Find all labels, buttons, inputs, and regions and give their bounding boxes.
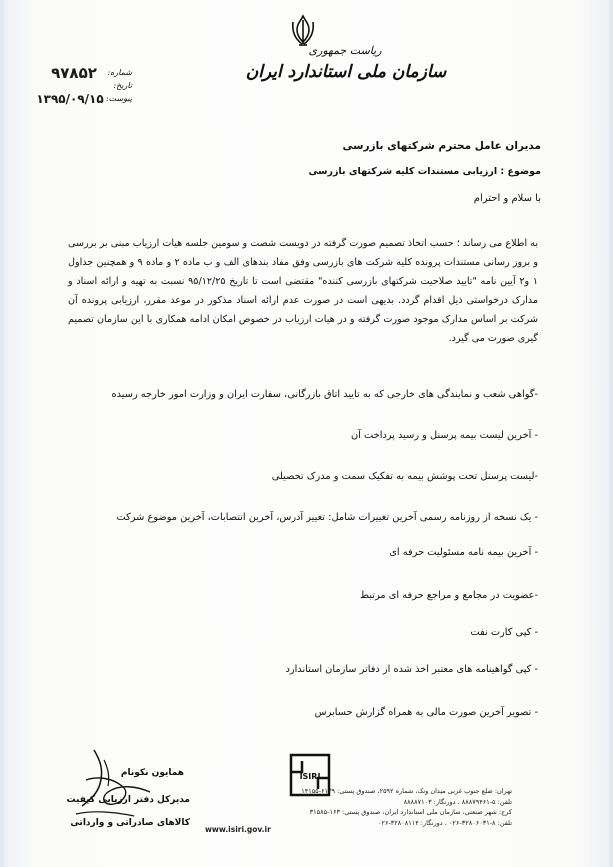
contact-line: تلفن: ۸-۳۲۸۰۶۰۳۱-۰۲۶ ، دورنگار: ۳۲۸۰۸۱۱۴-۰۲۶ — [377, 818, 512, 827]
signatory-name: همایون نکونام — [120, 768, 184, 778]
website-link[interactable]: www.isiri.gov.ir — [205, 825, 271, 834]
letter-subject: موضوع : ارزیابی مستندات کلیه شرکتهای بازرسی — [308, 166, 541, 177]
attachment-label: پیوست: — [105, 94, 132, 103]
list-item: - تصویر آخرین صورت مالی به همراه گزارش حسابرس — [314, 707, 538, 718]
handwritten-signature — [64, 740, 160, 824]
list-item: - یک نسخه از روزنامه رسمی آخرین تغییرات شامل: تغییر آدرس، آخرین انتصابات، آخرین موضوع شرکت — [116, 512, 538, 523]
scan-edge-left — [0, 0, 4, 867]
presidency-heading: ریاست جمهوری — [308, 44, 382, 57]
scan-edge-right — [609, 0, 613, 867]
contact-line: کرج: شهر صنعتی، سازمان ملی استاندارد ایران، صندوق پستی: ۱۶۳-۳۱۵۸۵ — [309, 808, 512, 816]
list-item: - کپی کارت نفت — [470, 627, 538, 638]
list-item: - آخرین لیست بیمه پرسنل و رسید پرداخت آن — [350, 430, 538, 441]
iran-emblem-icon — [288, 14, 318, 48]
list-item: - آخرین بیمه نامه مسئولیت حرفه ای — [389, 547, 538, 558]
signatory-title-line2: کالاهای صادراتی و وارداتی — [70, 818, 190, 828]
organization-heading: سازمان ملی استاندارد ایران — [245, 62, 447, 82]
letter-number: ۹۷۸۵۲ — [51, 64, 97, 82]
list-item: - کپی گواهینامه های معتبر اخذ شده از دفاتر سازمان استاندارد — [285, 664, 538, 675]
letter-paragraph: به اطلاع می رساند ؛ حسب اتخاذ تصمیم صورت گرفته در دویست شصت و سومین جلسه هیات ارزیاب مبنی بر بررسی و بروز رسانی مستندات پرونده کلیه شرکت های بازرسی وفق مفاد بندهای الف و ب ماده ۲ و ماده ۹ و همچنین جداول ۱ و۲ آیین نامه "تایید صلاحیت شرکتهای بازرسی کننده" مقتضی است تا تاریخ ۹۵/۱۲/۲۵ نسبت به تهیه و ارائه اسناد و مدارک درخواستی ذیل اقدام گردد. بدیهی است در صورت عدم ارائه اسناد مذکور در موعد مقرر، ارزیابی پرونده آن شرکت بر اساس مدارک موجود صورت گرفته و در هیات ارزیاب در خصوص امکان ادامه همکاری با این سازمان تصمیم گیری صورت می گیرد. — [68, 238, 538, 344]
list-item: -عضویت در مجامع و مراجع حرفه ای مرتبط — [360, 590, 538, 601]
date-label: تاریخ: — [113, 81, 132, 90]
number-label: شماره: — [107, 68, 132, 77]
contact-line: تلفن: ۵-۸۸۸۷۹۴۶۱ ، دورنگار: ۸۸۸۸۷۱۰۳ — [403, 797, 512, 806]
contact-line: تهران: ضلع جنوب غربی میدان ونک، شماره ۲۵۹۲، صندوق پستی: ۶۱۳۹-۱۴۱۵۵ — [301, 787, 512, 795]
letter-date: ۱۳۹۵/۰۹/۱۵ — [36, 92, 104, 106]
contact-info — [212, 786, 512, 828]
logo-text: ISIRI — [299, 772, 321, 781]
letter-greeting: با سلام و احترام — [473, 193, 541, 204]
signatory-title: مدیرکل دفتر ارزیابی کیفیت — [66, 795, 190, 805]
list-item: -گواهی شعب و نمایندگی های خارجی که به تایید اتاق بازرگانی، سفارت ایران و وزارت امور خارجه رسیده — [111, 389, 538, 400]
letter-addressee: مدیران عامل محترم شرکتهای بازرسی — [342, 140, 541, 152]
list-item: -لیست پرسنل تحت پوشش بیمه به تفکیک سمت و مدرک تحصیلی — [271, 471, 538, 482]
